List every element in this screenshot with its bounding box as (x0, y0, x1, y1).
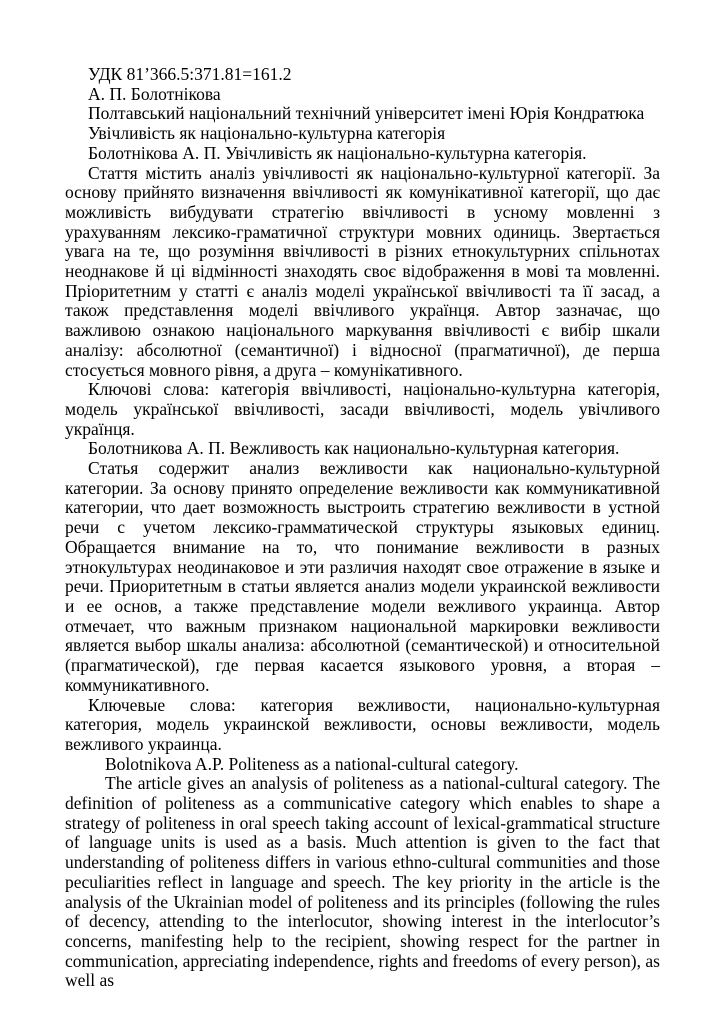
abstract-uk: Стаття містить аналіз увічливості як національно-культурної категорії. За основу прийнято визначення ввічливості як комунікативної категорії, що дає можливість вибудувати стратегію ввічливості в усному мовленні з урахуванням лексико-граматичної структури мовних одиниць. Звертається увага на те, що розуміння ввічливості в різних етнокультурних спільнотах неоднакове й ці відмінності знаходять своє відображення в мові та мовленні. Пріоритетним у статті є аналіз моделі української ввічливості та її засад, а також представлення моделі ввічливого українця. Автор зазначає, що важливою ознакою національного маркування ввічливості є вибір шкали аналізу: абсолютної (семантичної) і відносної (прагматичної), де перша стосується мовного рівня, а друга – комунікативного. (65, 162, 660, 380)
keywords-ru: Ключевые слова: категория вежливости, национально-культурная категория, модель украинской вежливости, основы вежливости, модель вежливого украинца. (65, 694, 660, 754)
abstract-en: The article gives an analysis of politeness as a national-cultural category. The definition of politeness as a communicative category which enables to shape a strategy of politeness in oral speech taking account of lexical-grammatical structure of language units is used as a basis. Much attention is given to the fact that understanding of politeness differs in various ethno-cultural communities and those peculiarities reflect in language and speech. The key priority in the article is the analysis of the Ukrainian model of politeness and its principles (following the rules of decency, attending to the interlocutor, showing interest in the interlocutor’s concerns, manifesting help to the recipient, showing respect for the partner in communication, appreciating independence, rights and freedoms of every person), as well as (65, 773, 660, 991)
abstract-ru: Статья содержит анализ вежливости как национально-культурной категории. За основу принято определение вежливости как коммуникативной категории, что дает возможность выстроить стратегию вежливости в устной речи с учетом лексико-грамматической структуры языковых единиц. Обращается внимание на то, что понимание вежливости в разных этнокультурах неодинаковое и эти различия находят свое отражение в языке и речи. Приоритетным в статьи является анализ модели украинской вежливости и ее основ, а также представление модели вежливого украинца. Автор отмечает, что важным признаком национальной маркировки вежливости является выбор шкалы анализа: абсолютной (семантической) и относительной (прагматической), где первая касается языкового уровня, а вторая – коммуникативного. (65, 458, 660, 695)
article-title-uk: Увічливість як національно-культурна категорія (88, 123, 446, 144)
citation-en: Bolotnikova A.P. Politeness as a national-cultural category. (105, 753, 519, 774)
udc-number: УДК 81’366.5:371.81=161.2 (88, 64, 292, 84)
affiliation: Полтавський національний технічний університет імені Юрія Кондратюка (88, 103, 645, 124)
keywords-uk: Ключові слова: категорія ввічливості, національно-культурна категорія, модель української ввічливості, засади ввічливості, модель увічливого українця. (65, 379, 660, 439)
citation-uk: Болотнікова А. П. Увічливість як національно-культурна категорія. (88, 142, 587, 163)
citation-ru: Болотникова А. П. Вежливость как национально-культурная категория. (88, 438, 620, 459)
author-name: А. П. Болотнікова (88, 83, 221, 104)
